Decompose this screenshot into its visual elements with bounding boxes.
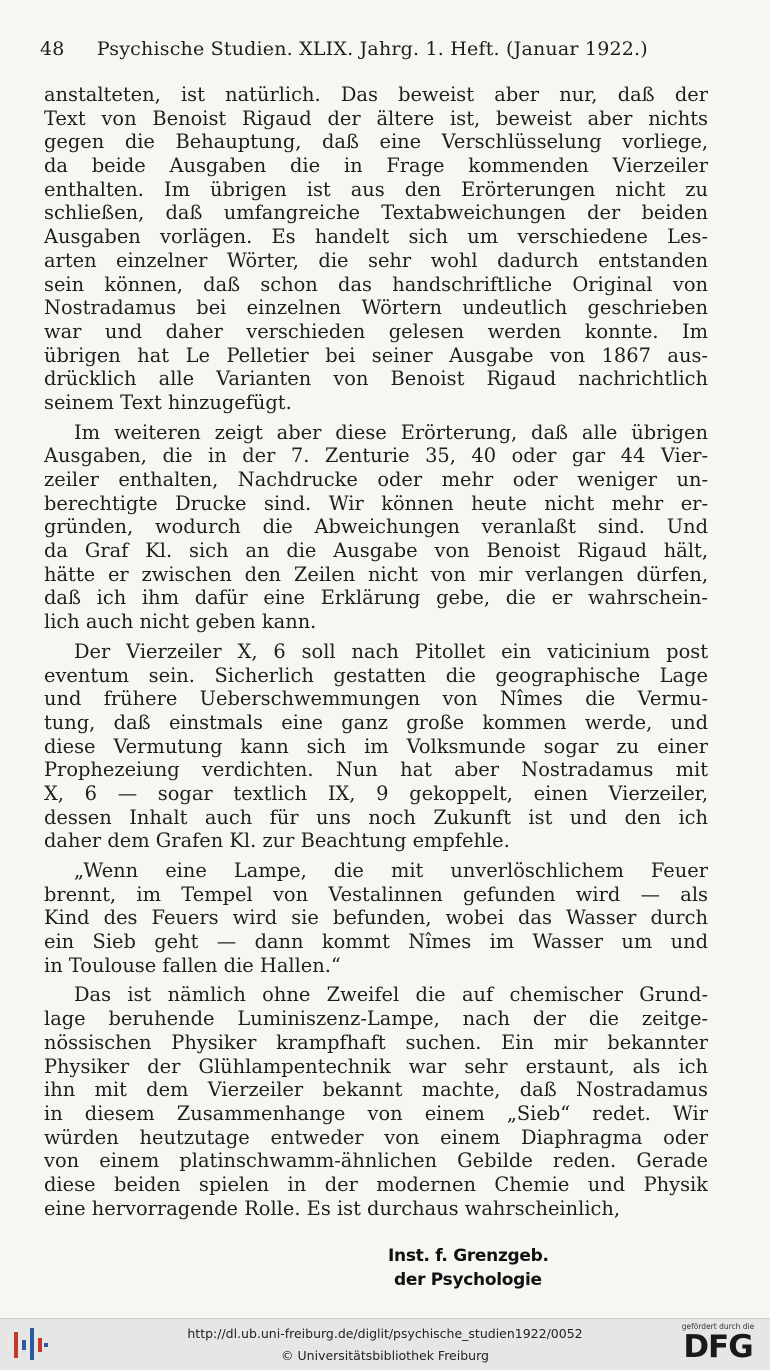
running-title: Psychische Studien. XLIX. Jahrg. 1. Heft. (Januar 1922.) <box>96 38 648 60</box>
text-line: lich auch nicht geben kann. <box>44 610 317 634</box>
text-line: Physiker der Glühlampentechnik war sehr erstaunt, als ich <box>44 1054 708 1078</box>
paragraph <box>44 983 708 1220</box>
text-line: hätte er zwischen den Zeilen nicht von mir verlangen dürfen, <box>44 562 708 586</box>
text-line: übrigen hat Le Pelletier bei seiner Ausgabe von 1867 aus- <box>44 343 708 367</box>
text-line: dessen Inhalt auch für uns noch Zukunft ist und den ich <box>44 805 708 829</box>
stamp-line-1: Inst. f. Grenzgeb. <box>388 1246 549 1266</box>
running-header <box>40 38 730 60</box>
text-line: Prophezeiung verdichten. Nun hat aber Nostradamus mit <box>44 758 708 782</box>
text-line: Im weiteren zeigt aber diese Erörterung, daß alle übrigen <box>74 420 708 444</box>
text-line: brennt, im Tempel von Vestalinnen gefunden wird — als <box>44 882 708 906</box>
text-line: ihn mit dem Vierzeiler bekannt machte, daß Nostradamus <box>44 1078 708 1102</box>
text-line: zeiler enthalten, Nachdrucke oder mehr oder weniger un- <box>44 468 708 491</box>
text-line: Das ist nämlich ohne Zweifel die auf chemischer Grund- <box>74 983 708 1007</box>
body-text <box>44 83 708 1220</box>
dfg-logo <box>674 1322 762 1366</box>
text-line: diese beiden spielen in der modernen Chemie und Physik <box>44 1172 708 1196</box>
text-line: sein können, daß schon das handschriftliche Original von <box>44 272 708 296</box>
paragraph <box>44 640 708 853</box>
text-line: daher dem Grafen Kl. zur Beachtung empfehle. <box>44 829 510 853</box>
text-line: Nostradamus bei einzelnen Wörtern undeutlich geschrieben <box>44 296 708 320</box>
text-line: gegen die Behauptung, daß eine Verschlüsselung vorliege, <box>44 130 708 154</box>
viewer-footer <box>0 1318 770 1370</box>
paragraph <box>44 421 708 634</box>
paragraph <box>44 859 708 977</box>
text-line: eine hervorragende Rolle. Es ist durchaus wahrscheinlich, <box>44 1196 621 1220</box>
text-line: Text von Benoist Rigaud der ältere ist, beweist aber nichts <box>44 106 708 130</box>
text-line: ein Sieb geht — dann kommt Nîmes im Wasser um und <box>44 930 708 954</box>
text-line: seinem Text hinzugefügt. <box>44 390 292 414</box>
stamp-line-2: der Psychologie <box>394 1270 542 1290</box>
page-number: 48 <box>40 38 65 60</box>
text-line: anstalteten, ist natürlich. Das beweist aber nur, daß der <box>44 83 708 106</box>
text-line: nössischen Physiker krampfhaft suchen. Ein mir bekannter <box>44 1030 708 1054</box>
text-line: da beide Ausgaben die in Frage kommenden Vierzeiler <box>44 154 708 178</box>
paragraph <box>44 83 708 415</box>
text-line: von einem platinschwamm-ähnlichen Gebilde reden. Gerade <box>44 1149 708 1173</box>
text-line: „Wenn eine Lampe, die mit unverlöschlichem Feuer <box>74 859 708 882</box>
library-stamp <box>388 1244 549 1292</box>
text-line: daß ich ihm dafür eine Erklärung gebe, die er wahrschein- <box>44 586 708 610</box>
text-line: eventum sein. Sicherlich gestatten die geographische Lage <box>44 663 708 687</box>
text-line: tung, daß einstmals eine ganz große kommen werde, und <box>44 710 708 734</box>
copyright-notice: © Universitätsbibliothek Freiburg <box>281 1348 489 1363</box>
text-line: schließen, daß umfangreiche Textabweichungen der beiden <box>44 201 708 225</box>
text-line: Ausgaben vorlägen. Es handelt sich um verschiedene Les- <box>44 225 708 249</box>
text-line: lage beruhende Luminiszenz-Lampe, nach der die zeitge- <box>44 1007 708 1031</box>
text-line: gründen, wodurch die Abweichungen veranlaßt sind. Und <box>44 515 708 539</box>
text-line: drücklich alle Varianten von Benoist Rigaud nachrichtlich <box>44 367 708 391</box>
text-line: Kind des Feuers wird sie befunden, wobei das Wasser durch <box>44 906 708 930</box>
text-line: da Graf Kl. sich an die Ausgabe von Benoist Rigaud hält, <box>44 539 708 563</box>
text-line: und frühere Ueberschwemmungen von Nîmes die Vermu- <box>44 687 708 711</box>
dfg-tagline: gefördert durch die <box>681 1322 755 1331</box>
text-line: berechtigte Drucke sind. Wir können heute nicht mehr er- <box>44 491 708 515</box>
text-line: in Toulouse fallen die Hallen.“ <box>44 953 341 977</box>
text-line: enthalten. Im übrigen ist aus den Erörterungen nicht zu <box>44 177 708 201</box>
text-line: arten einzelner Wörter, die sehr wohl dadurch entstanden <box>44 248 708 272</box>
text-line: war und daher verschieden gelesen werden konnte. Im <box>44 319 708 343</box>
dfg-logo-text: DFG <box>683 1329 753 1365</box>
permalink-url[interactable]: http://dl.ub.uni-freiburg.de/diglit/psychische_studien1922/0052 <box>187 1326 583 1341</box>
text-line: würden heutzutage entweder von einem Diaphragma oder <box>44 1125 708 1149</box>
text-line: diese Vermutung kann sich im Volksmunde sogar zu einer <box>44 734 708 758</box>
text-line: Der Vierzeiler X, 6 soll nach Pitollet ein vaticinium post <box>74 639 708 663</box>
text-line: X, 6 — sogar textlich IX, 9 gekoppelt, einen Vierzeiler, <box>44 781 708 805</box>
text-line: Ausgaben, die in der 7. Zenturie 35, 40 oder gar 44 Vier- <box>44 444 708 468</box>
text-line: in diesem Zusammenhange von einem „Sieb“ redet. Wir <box>44 1101 708 1125</box>
